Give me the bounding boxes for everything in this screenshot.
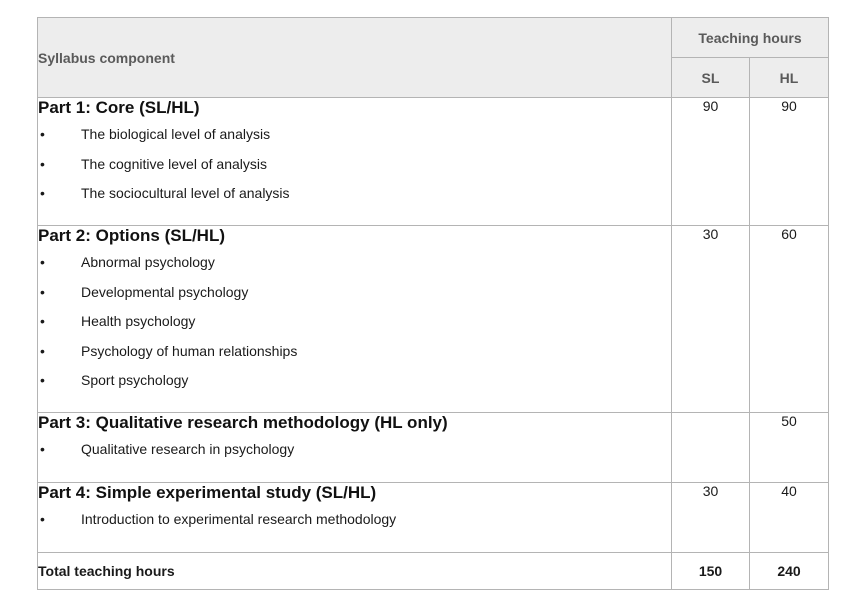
list-item [38, 179, 671, 209]
sl-hours-cell: 90 [672, 98, 750, 226]
table-row-part-1 [38, 98, 829, 226]
sl-hours-cell: 30 [672, 483, 750, 553]
sl-hours-cell: 30 [672, 226, 750, 413]
list-item [38, 366, 671, 396]
teaching-hours-header: Teaching hours [672, 18, 829, 58]
bullet: • [40, 511, 45, 527]
syllabus-table [37, 17, 829, 590]
part-title: Part 2: Options (SL/HL) [38, 226, 225, 245]
part-title: Part 1: Core (SL/HL) [38, 98, 200, 117]
total-row [38, 553, 829, 590]
topic-label: Health psychology [81, 313, 196, 330]
total-label: Total teaching hours [38, 553, 672, 590]
sl-hours-cell [672, 413, 750, 483]
hl-hours-cell: 50 [750, 413, 829, 483]
part-cell [38, 413, 672, 483]
table-row-part-3 [38, 413, 829, 483]
part-title: Part 3: Qualitative research methodology (HL only) [38, 413, 448, 432]
topic-label: Abnormal psychology [81, 254, 215, 270]
bullet: • [40, 342, 45, 359]
hl-header: HL [750, 58, 829, 98]
bullet: • [40, 185, 45, 202]
sl-header: SL [672, 58, 750, 98]
topic-label: Sport psychology [81, 372, 189, 389]
bullet: • [40, 372, 45, 389]
bullet: • [40, 283, 45, 300]
topic-label: Introduction to experimental research methodology [81, 511, 397, 527]
topic-list [38, 248, 671, 396]
list-item [38, 150, 671, 180]
list-item [38, 505, 671, 535]
topic-label: The cognitive level of analysis [81, 155, 267, 172]
topic-list [38, 435, 671, 465]
list-item [38, 248, 671, 278]
bullet: • [40, 254, 45, 270]
part-title: Part 4: Simple experimental study (SL/HL) [38, 483, 377, 502]
part-cell [38, 483, 672, 553]
topic-label: Developmental psychology [81, 283, 249, 300]
hl-hours-cell: 90 [750, 98, 829, 226]
topic-list [38, 505, 671, 535]
part-cell [38, 226, 672, 413]
topic-label: Psychology of human relationships [81, 342, 298, 359]
table-row-part-2 [38, 226, 829, 413]
part-cell [38, 98, 672, 226]
list-item [38, 435, 671, 465]
topic-label: The sociocultural level of analysis [81, 185, 290, 202]
bullet: • [40, 155, 45, 172]
topic-list [38, 120, 671, 209]
list-item [38, 307, 671, 337]
bullet: • [40, 313, 45, 330]
list-item [38, 278, 671, 308]
list-item [38, 337, 671, 367]
total-sl-hours: 150 [672, 553, 750, 590]
bullet: • [40, 441, 45, 457]
list-item [38, 120, 671, 150]
hl-hours-cell: 40 [750, 483, 829, 553]
bullet: • [40, 126, 45, 142]
total-hl-hours: 240 [750, 553, 829, 590]
syllabus-component-header: Syllabus component [38, 18, 672, 98]
hl-hours-cell: 60 [750, 226, 829, 413]
topic-label: Qualitative research in psychology [81, 441, 295, 457]
topic-label: The biological level of analysis [81, 126, 271, 142]
table-row-part-4 [38, 483, 829, 553]
